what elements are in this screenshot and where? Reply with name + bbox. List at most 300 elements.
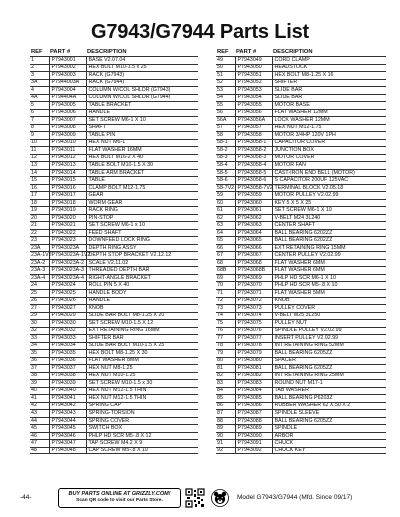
ref-cell: 25 (30, 290, 50, 297)
part-number-cell: P7943008 (50, 124, 87, 131)
part-number-cell: P7943072 (236, 297, 273, 304)
description-cell: HEX BOLT M8-1.25 X 16 (274, 71, 334, 78)
part-number-cell: P7943048 (50, 447, 87, 454)
part-number-cell: P7943002 (50, 64, 87, 71)
description-cell: JUNCTION BOX (274, 146, 314, 153)
table-row (30, 236, 198, 244)
description-cell: SPINDLE SLEEVE (274, 410, 320, 416)
table-row (30, 447, 198, 455)
part-number-cell: P7943086 (236, 402, 273, 409)
description-cell: SHAFT (88, 124, 106, 131)
table-row (216, 199, 386, 207)
description-cell: TAP SCREW M4.2 X 9 (88, 440, 143, 447)
table-header (30, 46, 198, 56)
table-row (216, 266, 386, 274)
description-cell: FLAT WASHER 8MM (88, 357, 139, 364)
description-cell: SLIDE BAR BOLT M10-1.5 X 25 (88, 342, 165, 349)
table-row (216, 71, 386, 79)
table-row (216, 244, 386, 252)
description-cell: SLIDE BAR BOLT M8-1.25 X 20 (88, 312, 165, 319)
table-row (30, 274, 198, 282)
table-row (216, 402, 386, 410)
ref-cell: 74 (216, 312, 236, 319)
ref-cell: 23 (30, 237, 50, 244)
table-row (30, 364, 198, 372)
part-number-cell: P7943067 (236, 252, 273, 259)
description-cell: HEX NUT M12-1.75 (274, 124, 322, 131)
ref-cell: 9 (30, 132, 50, 139)
part-number-cell: P7943019 (50, 207, 87, 214)
description-cell: EXT RETAINING RING 16MM (88, 327, 160, 334)
table-row (30, 94, 198, 102)
part-number-cell: P7943058-1 (236, 139, 273, 146)
part-number-cell: P7943049 (236, 57, 273, 64)
description-cell: SLIDE BAR (274, 94, 303, 101)
ref-cell: 26 (30, 297, 50, 304)
description-cell: FEED SHAFT (88, 229, 122, 236)
page-title: G7943/G7944 Parts List (91, 21, 309, 43)
ref-cell: 81 (216, 365, 236, 372)
part-number-cell: P7943038 (50, 372, 87, 379)
table-row (30, 387, 198, 395)
part-number-cell: P7943044 (50, 418, 87, 425)
ref-cell: 5 (30, 102, 50, 109)
part-number-cell: P7943058-2 (236, 147, 273, 154)
table-row (30, 304, 198, 312)
table-row (30, 101, 198, 109)
ref-header: REF (31, 49, 43, 55)
description-cell: HEX NUT M12-1.5 THIN (88, 387, 147, 394)
description-cell: V-BELT M24 3L240 (274, 214, 321, 221)
description-cell: SPRING COVER (88, 417, 130, 424)
ref-cell: 59 (216, 192, 236, 199)
part-number-cell: P7943092 (236, 447, 273, 454)
ref-cell: 92 (216, 447, 236, 454)
ref-cell: 66 (216, 245, 236, 252)
table-row (30, 79, 198, 87)
description-cell: HEADSTOCK (274, 64, 308, 71)
table-row (30, 161, 198, 169)
part-number-cell: P7943006 (50, 109, 87, 116)
part-number-cell: P7943059 (236, 192, 273, 199)
ref-cell: 33 (30, 335, 50, 342)
table-row (216, 176, 386, 184)
part-number-cell: P7943085 (236, 395, 273, 402)
table-row (30, 244, 198, 252)
table-row (216, 101, 386, 109)
part-number-cell: P7943068B (236, 267, 273, 274)
description-cell: SHIFTER (274, 79, 298, 86)
part-number-cell: P7943030 (50, 320, 87, 327)
ref-cell: 15 (30, 177, 50, 184)
part-number-cell: P7943040 (50, 387, 87, 394)
table-row (30, 281, 198, 289)
description-cell: SET SCREW M6-1 X 10 (274, 207, 332, 214)
table-row (216, 409, 386, 417)
ref-cell: 68 (216, 260, 236, 267)
description-cell: BALL BEARING 6205ZZ (274, 417, 333, 424)
ref-cell: 56 (216, 109, 236, 116)
ref-cell: 1 (30, 57, 50, 64)
part-number-cell: P7943056 (236, 109, 273, 116)
table-row (30, 221, 198, 229)
description-cell: FLAT WASHER 6MM (274, 267, 325, 274)
table-row (216, 439, 386, 447)
description-cell: INSERT PULLEY V2.02.99 (274, 334, 339, 341)
part-number-cell: P7943058-6 (236, 177, 273, 184)
description-cell: HANDLE (88, 109, 110, 116)
page-number: -44- (20, 494, 32, 501)
ref-cell: 12 (30, 154, 50, 161)
part-number-cell: P7943080 (236, 357, 273, 364)
description-cell: RUBBER WASHER 62 X 50 X 2 (274, 402, 351, 409)
ref-cell: 11 (30, 147, 50, 154)
description-cell: KEY 5 X 5 X 25 (274, 199, 312, 206)
description-cell: BALL BEARING P6203Z (274, 394, 333, 401)
description-header: DESCRIPTION (273, 49, 313, 55)
ref-cell: 62 (216, 215, 236, 222)
ref-cell: 58-2 (216, 147, 236, 154)
ref-cell: 3 (30, 72, 50, 79)
part-number-cell: P7943020 (50, 215, 87, 222)
part-number-cell: P7943056A (236, 117, 273, 124)
table-row (216, 281, 386, 289)
table-row (216, 64, 386, 72)
part-number-cell: P7943016 (50, 185, 87, 192)
description-cell: WORM GEAR (88, 199, 123, 206)
table-row (30, 176, 198, 184)
table-row (216, 191, 386, 199)
table-row (216, 214, 386, 222)
description-cell: SPRING CAP (88, 402, 122, 409)
part-number-cell: P7943055 (236, 102, 273, 109)
table-row (216, 184, 386, 192)
table-row (30, 169, 198, 177)
ref-cell: 46 (30, 433, 50, 440)
table-row (30, 56, 198, 64)
part-number-cell: P7943068 (236, 260, 273, 267)
table-row (30, 349, 198, 357)
table-row (30, 327, 198, 335)
ref-cell: 34 (30, 342, 50, 349)
ref-cell: 80 (216, 357, 236, 364)
table-row (216, 146, 386, 154)
table-row (30, 184, 198, 192)
table-row (30, 266, 198, 274)
table-row (216, 236, 386, 244)
description-cell: SET SCREW M10-1.5 X 12 (88, 319, 154, 326)
description-cell: CENTER PULLEY V2.02.99 (274, 252, 341, 259)
ref-cell: 58-1 (216, 139, 236, 146)
part-number-cell: P7943090 (236, 433, 273, 440)
part-number-cell: P7943010 (50, 139, 87, 146)
table-row (30, 116, 198, 124)
table-row (216, 387, 386, 395)
description-cell: SPRING-TORSION (88, 410, 135, 416)
description-cell: DEPTH RING ASSY (88, 244, 137, 251)
table-row (30, 206, 198, 214)
description-cell: PHLP HD SCR M5-.8 X 10 (274, 282, 338, 289)
part-number-cell: P7943022 (50, 230, 87, 237)
description-cell: BASE V2.07.04 (88, 56, 126, 63)
part-number-cell: P7943026 (50, 297, 87, 304)
part-number-cell: P7943032 (50, 327, 87, 334)
description-cell: FLAT WASHER 6MM (274, 259, 325, 266)
description-cell: S CAPACITOR 200UF 125VAC (274, 177, 349, 184)
table-row (216, 139, 386, 147)
part-number-cell: P7943011 (50, 147, 87, 154)
table-row (30, 357, 198, 365)
part-number-cell: P7943069 (236, 275, 273, 282)
table-row (216, 259, 386, 267)
table-row (216, 56, 386, 64)
table-row (216, 417, 386, 425)
ref-cell: 87 (216, 410, 236, 417)
table-row (30, 139, 198, 147)
table-row (30, 402, 198, 410)
table-row (216, 124, 386, 132)
part-number-cell: P7943015 (50, 177, 87, 184)
ref-cell: 43 (30, 410, 50, 417)
ref-cell: 41 (30, 395, 50, 402)
table-row (216, 312, 386, 320)
part-number-cell: P7943058-7V2 (237, 184, 273, 191)
ref-cell: 58-4 (216, 162, 236, 169)
table-row (216, 297, 386, 305)
table-row (216, 206, 386, 214)
table-row (30, 251, 198, 259)
ref-cell: 58 (216, 132, 236, 139)
description-cell: RACK RING (88, 207, 118, 214)
table-row (30, 297, 198, 305)
table-row (216, 349, 386, 357)
description-cell: SCALE V2.11.02 (88, 259, 129, 266)
description-cell: MOTOR COVER (274, 154, 315, 161)
description-cell: HEX BOLT M8-1.25 X 30 (88, 349, 148, 356)
part-number-cell: P7943089 (236, 425, 273, 432)
table-row (30, 191, 198, 199)
ref-cell: 82 (216, 372, 236, 379)
part-number-cell: P7943070 (236, 282, 273, 289)
part-number-cell: P7943058-3 (236, 154, 273, 161)
ref-cell: 52 (216, 79, 236, 86)
ref-cell: 75 (216, 320, 236, 327)
ref-cell: 88 (216, 418, 236, 425)
description-cell: HEX NUT M10-1.25 (88, 372, 136, 379)
description-cell: V-BELT M25 3L250 (274, 312, 321, 319)
part-number-cell: P7943003 (50, 72, 87, 79)
ref-cell: 32 (30, 327, 50, 334)
ref-cell: 38 (30, 372, 50, 379)
description-cell: HEX BOLT M10-1.5 x 25 (88, 64, 147, 71)
description-header: DESCRIPTION (87, 49, 127, 55)
ref-cell: 61 (216, 207, 236, 214)
description-cell: COLUMN W/COL SHLDR (G7943) (88, 86, 171, 93)
description-cell: FLAT WASHER 12MM (274, 109, 328, 116)
description-cell: TERMINAL BLOCK V2.05.18 (274, 184, 344, 191)
part-number-cell: P7943023A-2 (50, 260, 87, 267)
description-cell: TAB WASHER (274, 387, 309, 394)
part-number-cell: P7943046 (50, 433, 87, 440)
qr-code-icon[interactable] (185, 488, 205, 508)
part-number-cell: P7943054 (236, 94, 273, 101)
ref-cell: 86 (216, 402, 236, 409)
description-cell: RACK (G7943) (88, 71, 125, 78)
part-number-cell: P7943076 (236, 327, 273, 334)
description-cell: ARBOR (274, 432, 294, 439)
ref-cell: 4 (30, 87, 50, 94)
table-row (216, 221, 386, 229)
model-text: Model G7943/G7944 (Mfd. Since 09/17) (237, 494, 353, 501)
table-row (216, 289, 386, 297)
ref-cell: 58-5 (216, 170, 236, 177)
part-number-cell: P7943071 (236, 290, 273, 297)
ref-cell: 55 (216, 102, 236, 109)
description-cell: FLAT WASHER 5MM (274, 289, 325, 296)
table-row (216, 424, 386, 432)
table-row (216, 161, 386, 169)
part-number-cell: P7943084 (236, 387, 273, 394)
description-cell: SPACER (274, 357, 296, 364)
grizzly-bear-logo-icon (211, 489, 229, 507)
buy-parts-box[interactable] (58, 488, 181, 508)
table-row (216, 86, 386, 94)
ref-cell: 58-3 (216, 154, 236, 161)
ref-cell: 58-6 (216, 177, 236, 184)
ref-cell: 90 (216, 433, 236, 440)
description-cell: BALL BEARING 6205ZZ (274, 349, 333, 356)
description-cell: HEX NUT M6-1 (88, 139, 126, 146)
ref-cell: 54 (216, 94, 236, 101)
part-number-cell: P7943045 (50, 425, 87, 432)
ref-cell: 21 (30, 222, 50, 229)
ref-cell: 35 (30, 350, 50, 357)
ref-cell: 13 (30, 162, 50, 169)
part-number-cell: P7943051 (236, 72, 273, 79)
table-row (30, 146, 198, 154)
table-row (216, 251, 386, 259)
ref-cell: 63 (216, 222, 236, 229)
table-row (216, 447, 386, 455)
ref-cell: 77 (216, 335, 236, 342)
description-cell: HEX NUT M8-1.25 (88, 364, 133, 371)
ref-cell: 4A (30, 94, 50, 101)
ref-cell: 50 (216, 64, 236, 71)
table-row (30, 342, 198, 350)
part-number-cell: P7943057 (236, 124, 273, 131)
description-cell: MOTOR PULLEY V2.02.99 (274, 192, 339, 199)
table-row (30, 154, 198, 162)
description-cell: CLAMP BOLT M12-1.75 (88, 184, 146, 191)
description-cell: INT RETAINING RING 25MM (274, 372, 344, 379)
ref-cell: 44 (30, 418, 50, 425)
table-row (30, 109, 198, 117)
part-number-cell: P7944003A (50, 79, 87, 86)
table-row (30, 131, 198, 139)
description-cell: RIGHT-ANGLE BRACKET (88, 274, 151, 281)
description-cell: ROUND NUT M17-1 (274, 379, 323, 386)
description-cell: PIN-STOP (88, 214, 114, 221)
parts-table-left (30, 46, 198, 454)
table-row (30, 334, 198, 342)
ref-cell: 30 (30, 320, 50, 327)
description-cell: GEAR (88, 192, 104, 199)
part-number-cell: P7943042 (50, 402, 87, 409)
ref-cell: 6 (30, 109, 50, 116)
ref-cell: 20 (30, 215, 50, 222)
part-number-cell: P7943004 (50, 87, 87, 94)
part-number-cell: P7943036 (50, 357, 87, 364)
ref-cell: 23A-3 (30, 267, 50, 274)
table-row (216, 131, 386, 139)
description-cell: DOWNFEED LOCK RING (88, 237, 151, 244)
ref-header: REF (217, 49, 229, 55)
table-row (30, 319, 198, 327)
part-number-cell: P7943053 (236, 87, 273, 94)
table-row (216, 319, 386, 327)
ref-cell: 42 (30, 402, 50, 409)
part-number-cell: P7943066 (236, 245, 273, 252)
description-cell: SWITCH BOX (88, 425, 123, 432)
part-number-cell: P7943035 (50, 350, 87, 357)
part-number-cell: P7943047 (50, 440, 87, 447)
description-cell: TABLE BOLT M10-1.5 X 30 (88, 161, 153, 168)
ref-cell: 58-7V2 (217, 184, 235, 191)
description-cell: PULLEY NUT (274, 319, 308, 326)
ref-cell: 73 (216, 305, 236, 312)
table-row (30, 229, 198, 237)
ref-cell: 78 (216, 342, 236, 349)
table-row (30, 409, 198, 417)
description-cell: CAPACITOR COVER (274, 139, 326, 146)
ref-cell: 37 (30, 365, 50, 372)
ref-cell: 64 (216, 230, 236, 237)
table-row (216, 116, 386, 124)
description-cell: KNOB (88, 304, 104, 311)
table-row (216, 304, 386, 312)
table-row (30, 289, 198, 297)
part-number-cell: P7943050 (236, 64, 273, 71)
ref-cell: 47 (30, 440, 50, 447)
part-number-cell: P7943079 (236, 350, 273, 357)
description-cell: CAST-IRON END BELL (MOTOR) (274, 169, 355, 176)
ref-cell: 23A-4 (30, 275, 50, 282)
ref-cell: 22 (30, 230, 50, 237)
description-cell: BALL BEARING 6202ZZ (274, 237, 333, 244)
part-number-cell: P7943075 (236, 320, 273, 327)
part-header: PART # (50, 49, 71, 55)
table-row (30, 64, 198, 72)
description-cell: TABLE (88, 177, 105, 184)
ref-cell: 60 (216, 200, 236, 207)
part-number-cell: P7943083 (236, 380, 273, 387)
table-row (216, 342, 386, 350)
table-row (216, 229, 386, 237)
ref-cell: 76 (216, 327, 236, 334)
description-cell: CHUCK (274, 440, 294, 447)
description-cell: PULLEY COVER (274, 304, 316, 311)
part-number-cell: P7943064 (236, 230, 273, 237)
description-cell: TABLE BRACKET (88, 101, 132, 108)
table-row (30, 379, 198, 387)
part-number-cell: P7943023 (50, 237, 87, 244)
description-cell: KNOB (274, 297, 290, 304)
table-row (216, 169, 386, 177)
table-row (216, 364, 386, 372)
ref-cell: 23A (30, 245, 50, 252)
part-number-cell: P7943013 (50, 162, 87, 169)
part-number-cell: P7943023A (50, 245, 87, 252)
